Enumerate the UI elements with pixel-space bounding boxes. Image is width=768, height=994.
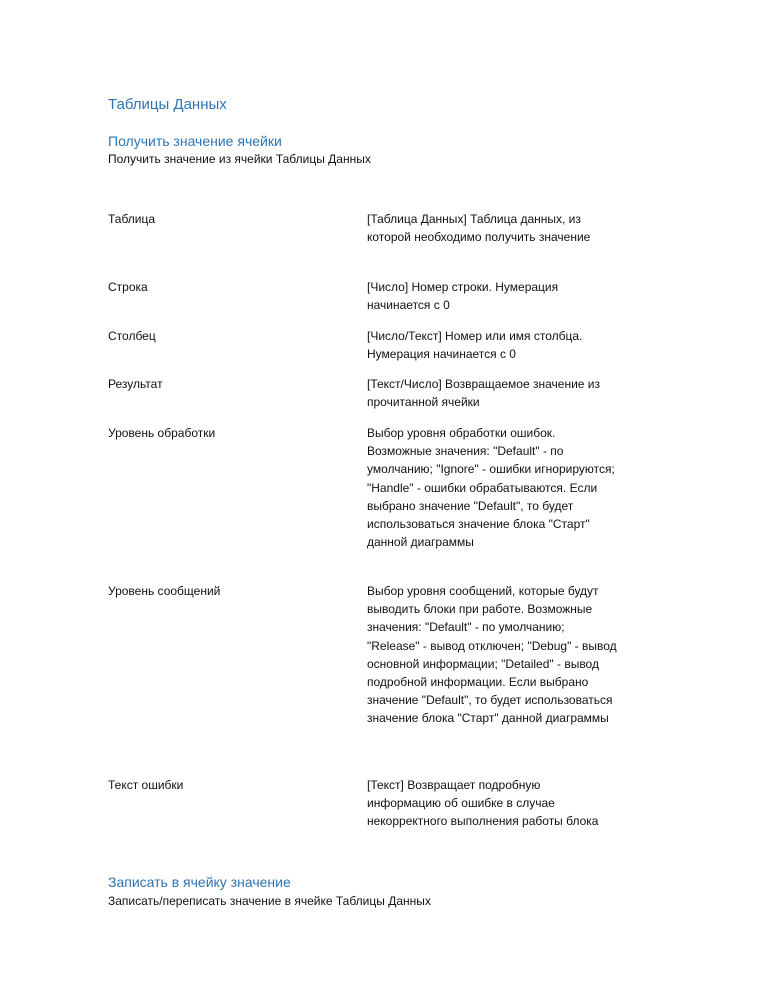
param-desc-column: [Число/Текст] Номер или имя столбца. Нумерация начинается с 0 bbox=[367, 329, 583, 362]
block-description-write-cell: Записать/переписать значение в ячейке Таблицы Данных bbox=[108, 894, 431, 908]
block-title-get-cell: Получить значение ячейки bbox=[108, 133, 282, 149]
section-title: Таблицы Данных bbox=[108, 96, 227, 113]
param-desc-error-text: [Текст] Возвращает подробную информацию об ошибке в случае некорректного выполнения работы блока bbox=[367, 778, 599, 829]
param-desc-row: [Число] Номер строки. Нумерация начинается с 0 bbox=[367, 280, 559, 313]
param-name-table: Таблица bbox=[108, 212, 156, 226]
param-desc-table: [Таблица Данных] Таблица данных, из которой необходимо получить значение bbox=[367, 212, 591, 245]
param-name-message-level: Уровень сообщений bbox=[108, 584, 221, 598]
param-name-row: Строка bbox=[108, 280, 148, 294]
param-name-result: Результат bbox=[108, 377, 163, 391]
block-description-get-cell: Получить значение из ячейки Таблицы Данных bbox=[108, 152, 371, 166]
param-desc-result: [Текст/Число] Возвращаемое значение из прочитанной ячейки bbox=[367, 377, 600, 410]
param-desc-message-level: Выбор уровня сообщений, которые будут выводить блоки при работе. Возможные значения: "Default" - по умолчанию; "Release" - вывод отключен; "Debug" - вывод основной информации; "Detailed" - вывод подробной информации. Если выбрано значение "Default", то будет использоваться значение блока "Старт" данной диаграммы bbox=[367, 584, 617, 726]
param-desc-error-level: Выбор уровня обработки ошибок. Возможные значения: "Default" - по умолчанию; "Ignore" - ошибки игнорируются; "Handle" - ошибки обрабатываются. Если выбрано значение "Default", то будет использоваться значение блока "Старт" данной диаграммы bbox=[367, 426, 615, 550]
block-title-write-cell: Записать в ячейку значение bbox=[108, 874, 291, 890]
param-name-error-level: Уровень обработки bbox=[108, 426, 216, 440]
param-name-column: Столбец bbox=[108, 329, 156, 343]
param-name-error-text: Текст ошибки bbox=[108, 778, 184, 792]
